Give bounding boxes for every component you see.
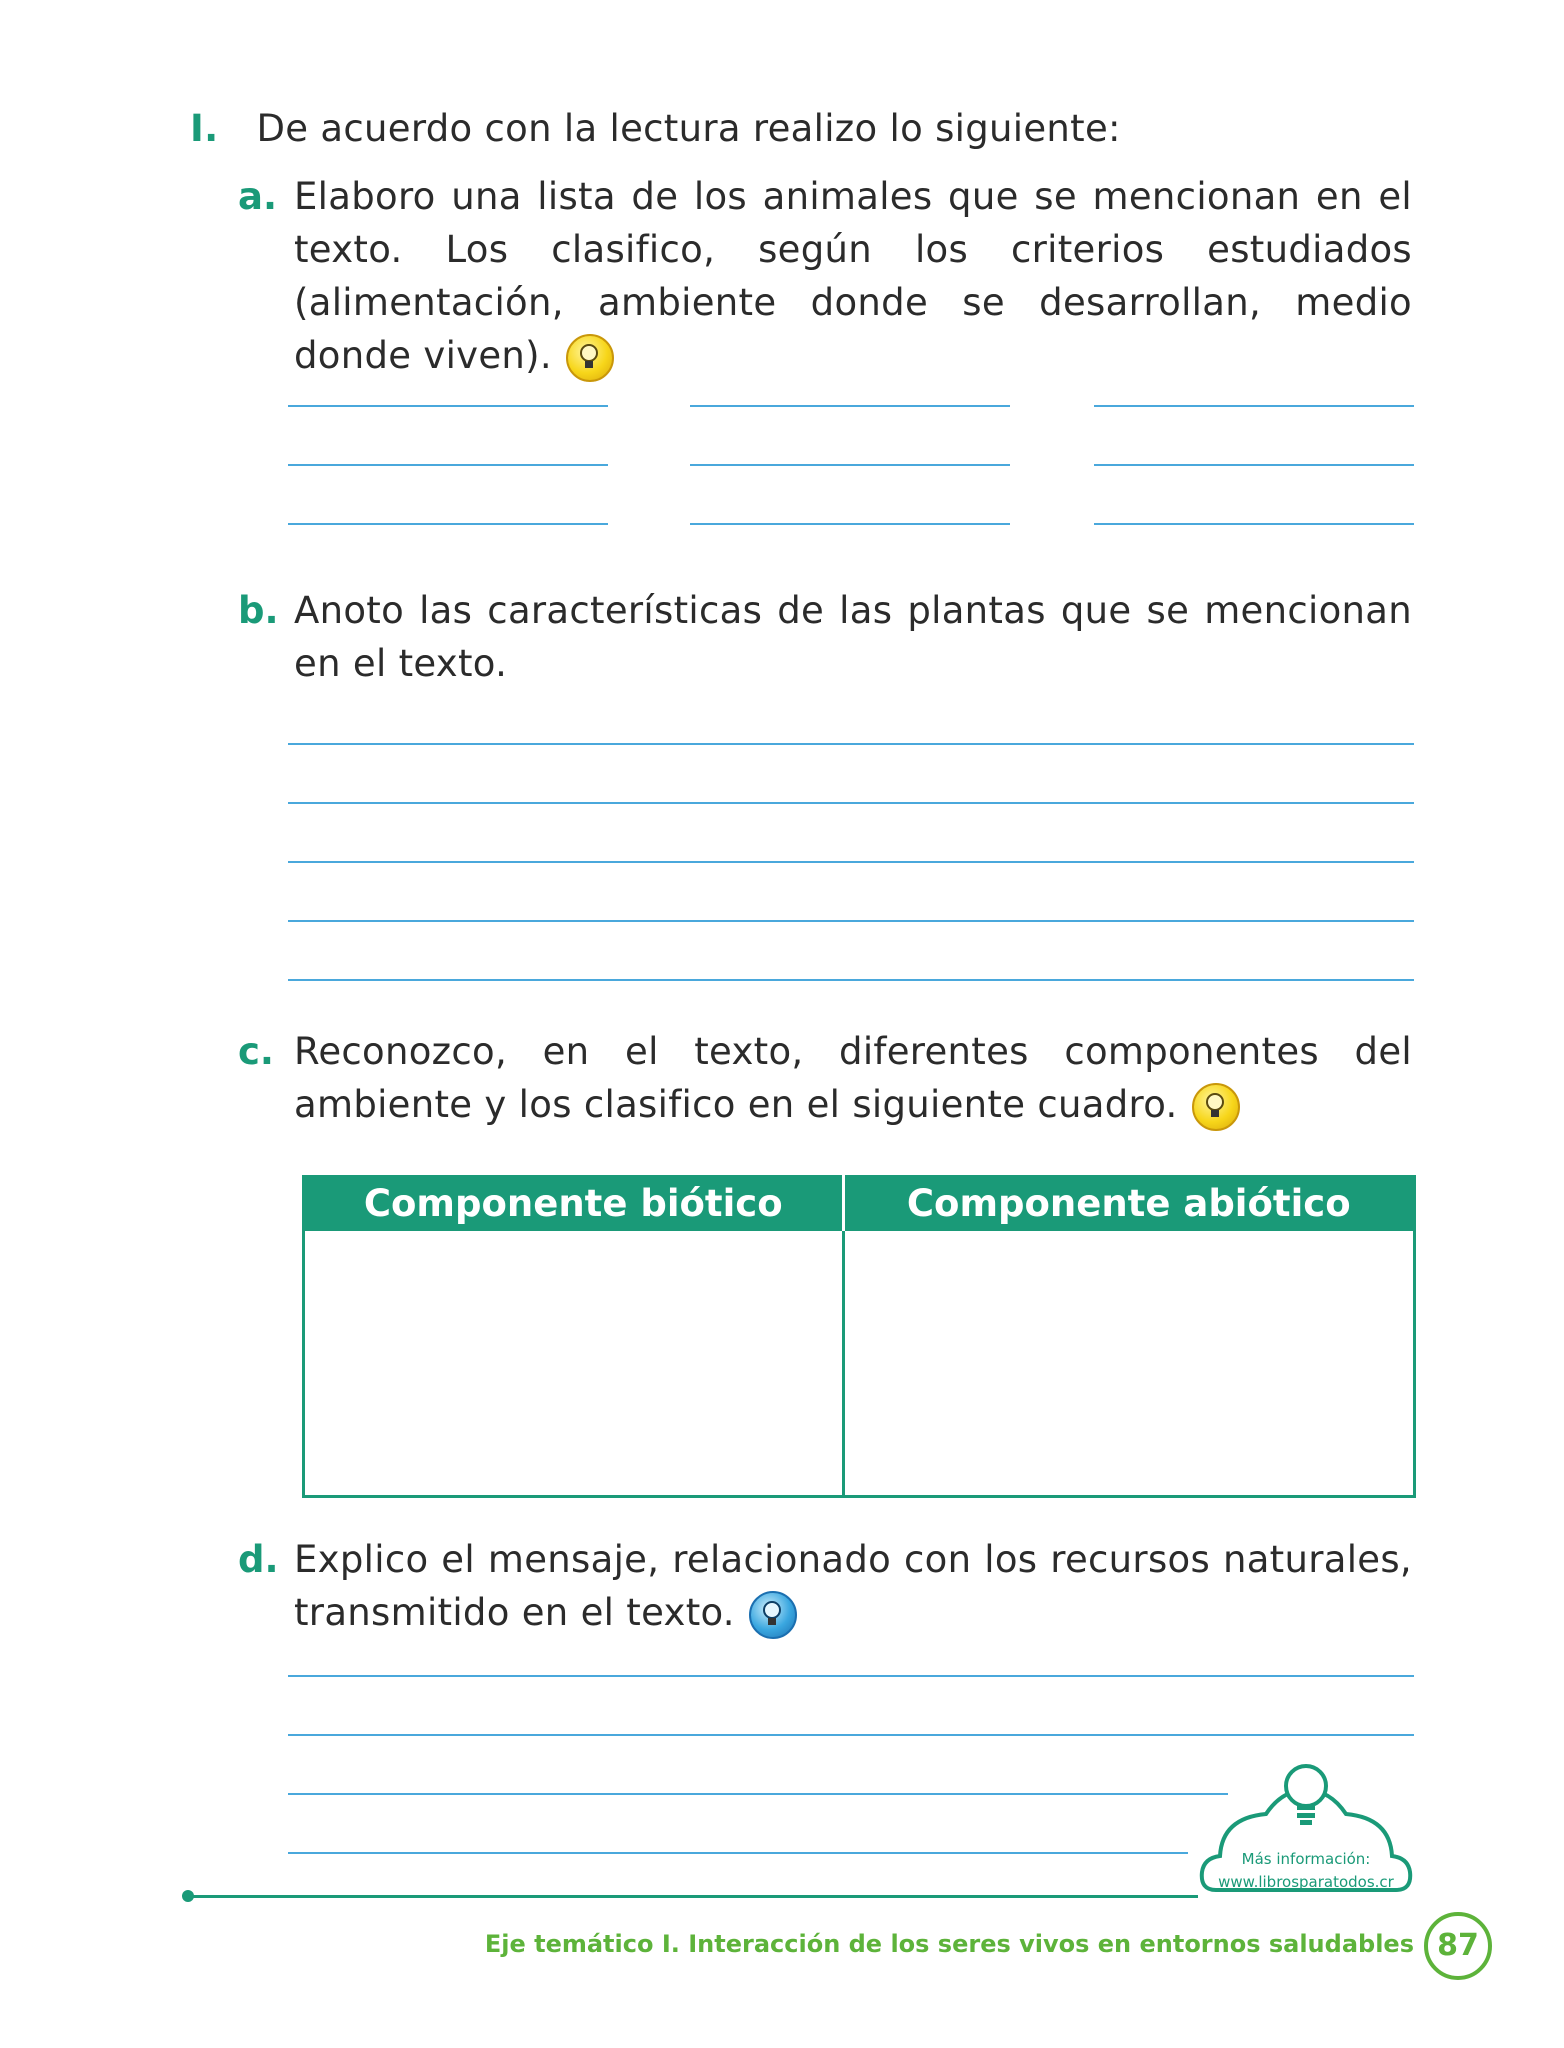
- section-number: I.: [190, 107, 219, 150]
- question-d-text: [294, 1533, 1412, 1639]
- answer-line[interactable]: [288, 1675, 1414, 1677]
- answer-line[interactable]: [1094, 405, 1414, 407]
- question-b-text: Anoto las características de las plantas que se mencionan en el texto.: [294, 589, 1412, 685]
- answer-line[interactable]: [288, 1793, 1228, 1795]
- info-label: Más información:: [1241, 1850, 1371, 1868]
- components-table: [302, 1175, 1416, 1498]
- section-heading: [190, 102, 1121, 155]
- footer-divider: [188, 1895, 1198, 1898]
- lightbulb-yellow-icon: [1192, 1083, 1240, 1131]
- answer-line[interactable]: [288, 1852, 1188, 1854]
- answer-line[interactable]: [288, 464, 608, 466]
- question-c-text-content: Reconozco, en el texto, diferentes componentes del ambiente y los clasifico en el siguiente cuadro.: [294, 1030, 1412, 1126]
- answer-line[interactable]: [288, 1734, 1414, 1736]
- question-c-text: [294, 1025, 1412, 1131]
- answer-line[interactable]: [288, 405, 608, 407]
- answer-line[interactable]: [288, 523, 608, 525]
- lightbulb-blue-icon: [749, 1591, 797, 1639]
- question-a-text: [294, 170, 1412, 382]
- answer-line[interactable]: [288, 743, 1414, 745]
- answer-line[interactable]: [288, 920, 1414, 922]
- question-b-label: b.: [238, 589, 279, 632]
- question-d-label: d.: [238, 1538, 279, 1581]
- question-d-text-content: Explico el mensaje, relacionado con los recursos naturales, transmitido en el texto.: [294, 1538, 1412, 1634]
- info-url[interactable]: www.librosparatodos.cr: [1218, 1873, 1394, 1891]
- footer-theme-text: Eje temático I. Interacción de los seres vivos en entornos saludables: [484, 1930, 1414, 1958]
- header-abiotic: Componente abiótico: [843, 1177, 1414, 1230]
- answer-line[interactable]: [1094, 464, 1414, 466]
- answer-line[interactable]: [1094, 523, 1414, 525]
- cell-abiotic[interactable]: [843, 1230, 1414, 1497]
- page-number: 87: [1424, 1912, 1492, 1980]
- cell-biotic[interactable]: [304, 1230, 844, 1497]
- question-c-label: c.: [238, 1030, 274, 1073]
- header-biotic: Componente biótico: [304, 1177, 844, 1230]
- question-a-text-content: Elaboro una lista de los animales que se mencionan en el texto. Los clasifico, según los criterios estudiados (alimentación, ambiente donde se desarrollan, medio donde viven).: [294, 175, 1412, 377]
- section-heading-text: De acuerdo con la lectura realizo lo siguiente:: [256, 107, 1121, 150]
- answer-line[interactable]: [288, 861, 1414, 863]
- answer-line[interactable]: [690, 464, 1010, 466]
- answer-line[interactable]: [288, 802, 1414, 804]
- question-a-label: a.: [238, 175, 278, 218]
- answer-line[interactable]: [690, 405, 1010, 407]
- answer-line[interactable]: [690, 523, 1010, 525]
- answer-line[interactable]: [288, 979, 1414, 981]
- lightbulb-yellow-icon: [566, 334, 614, 382]
